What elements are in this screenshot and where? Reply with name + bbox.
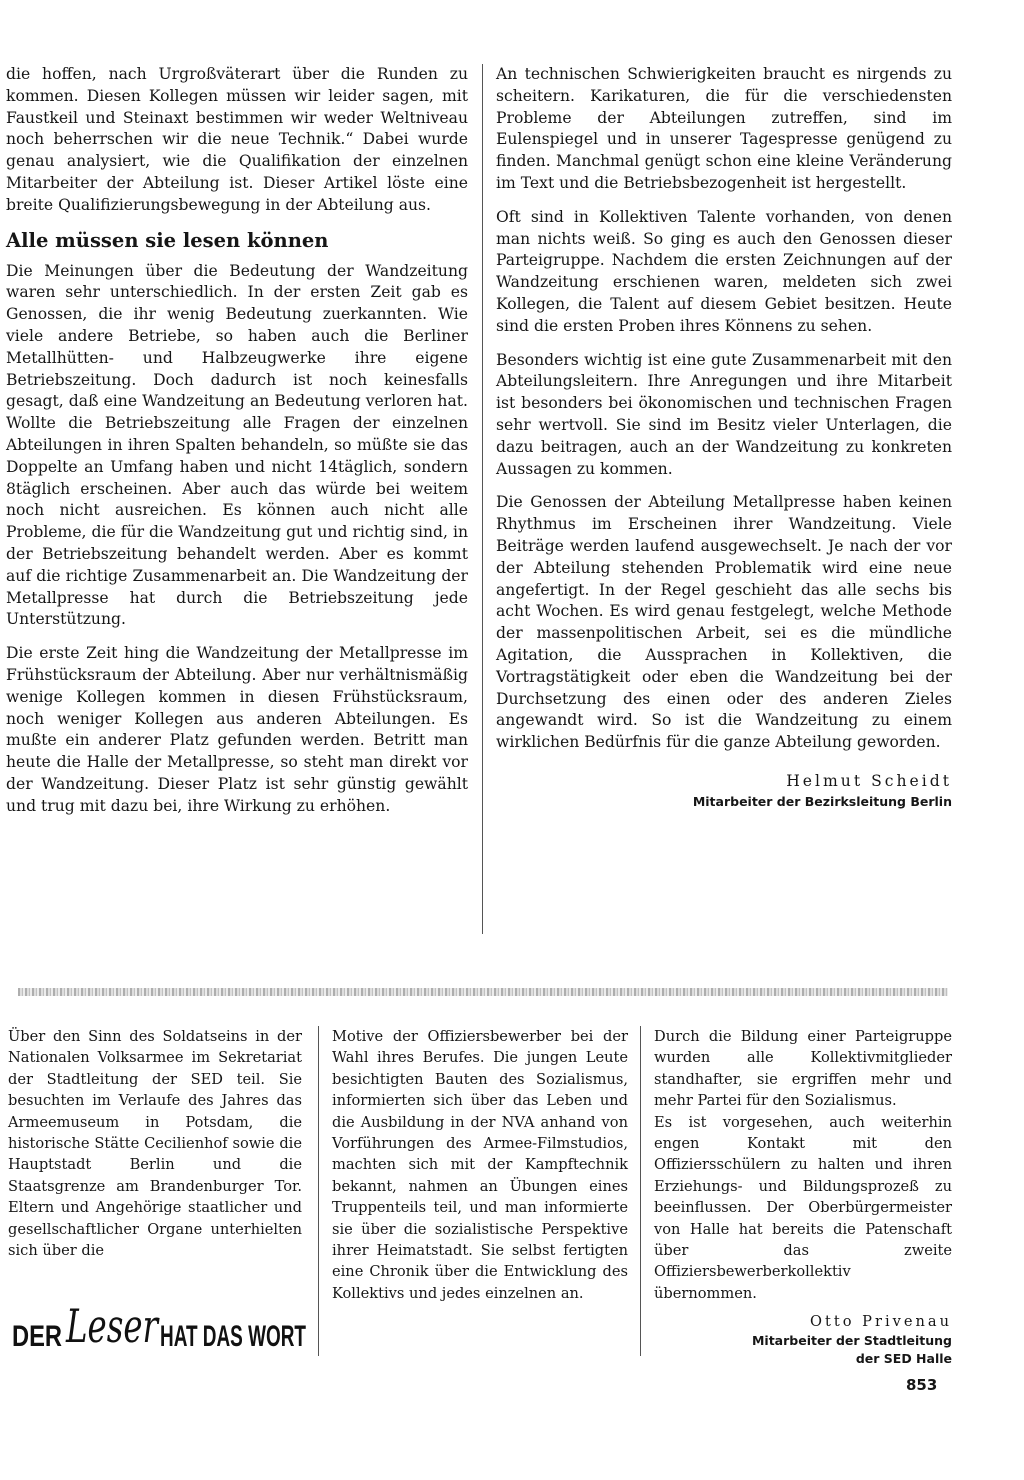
logo-text-hat-das-wort: HAT DAS WORT [160, 1320, 306, 1353]
author-name: Otto Privenau [810, 1313, 952, 1331]
paragraph: Durch die Bildung einer Parteigruppe wurden alle Kollektivmitglieder standhafter, sie ergriffen mehr und mehr Partei für den Sozialismus. [654, 1028, 952, 1110]
lower-middle-column [332, 1026, 628, 1304]
paragraph: Motive der Offiziersbewerber bei der Wahl ihres Berufes. Die jungen Leute besichtigten Bauten des Sozialismus, informierten sich über das Leben und die Ausbildung in der NVA anhand von Vorführungen des Armee-Filmstudios, machten sich mit der Kampftechnik bekannt, nahmen an Übungen eines Truppenteils teil, und man informierte sie über die sozialistische Perspektive ihrer Heimatstadt. Sie selbst fertigten eine Chronik über die Entwicklung des Kollektivs und jedes einzelnen an. [332, 1028, 628, 1302]
page-number: 853 [906, 1376, 938, 1394]
logo-text-leser: Leser [65, 1299, 161, 1353]
author-role: Mitarbeiter der Stadtleitung [751, 1333, 952, 1349]
lower-left-column [8, 1026, 302, 1261]
column-rule [640, 1026, 641, 1356]
author-name: Helmut Scheidt [786, 771, 952, 790]
rubric-logo [10, 1300, 310, 1360]
paragraph: Über den Sinn des Soldatseins in der Nationalen Volksarmee im Sekretariat der Stadtleitung der SED teil. Sie besuchten im Verlaufe des Jahres das Armeemuseum in Potsdam, die historische Stätte Cecilienhof sowie die Hauptstadt Berlin und die Staatsgrenze am Brandenburger Tor. Eltern und Angehörige staatlicher und gesellschaftlicher Organe unterhielten sich über die [8, 1028, 302, 1260]
column-rule [482, 64, 483, 934]
paragraph: Besonders wichtig ist eine gute Zusammenarbeit mit den Abteilungsleitern. Ihre Anregungen und ihre Mitarbeit ist besonders bei ökonomischen und technischen Fragen sehr wertvoll. Sie sind im Besitz vieler Unterlagen, die dazu beitragen, auch an der Wandzeitung zu konkreten Aussagen zu kommen. [496, 350, 952, 478]
section-heading: Alle müssen sie lesen können [6, 228, 329, 252]
paragraph: An technischen Schwierigkeiten braucht es nirgends zu scheitern. Karikaturen, die für die verschiedensten Probleme der Abteilungen zutreffen, sind im Eulenspiegel und in unserer Tagespresse genügend zu finden. Manchmal genügt schon eine kleine Veränderung im Text und die Betriebsbezogenheit ist hergestellt. [496, 65, 952, 192]
paragraph: Es ist vorgesehen, auch weiterhin engen Kontakt mit den Offiziersschülern zu halten und ihren Erziehungs- und Bildungsprozeß zu beeinflussen. Der Oberbürgermeister von Halle hat bereits die Patenschaft über das zweite Offiziersbewerberkollektiv übernommen. [654, 1113, 952, 1302]
paragraph: Die erste Zeit hing die Wandzeitung der Metallpresse im Frühstücksraum der Abteilung. Aber nur verhältnismäßig wenige Kollegen kommen in diesen Frühstücksraum, noch weniger Kollegen aus anderen Abteilungen. Es mußte ein anderer Platz gefunden werden. Betritt man heute die Halle der Metallpresse, so steht man direkt vor der Wandzeitung. Dieser Platz ist sehr günstig gewählt und trug mit dazu bei, ihre Wirkung zu erhöhen. [6, 644, 468, 815]
author-role: Mitarbeiter der Bezirksleitung Berlin [692, 793, 952, 809]
section-divider [18, 988, 948, 996]
paragraph: die hoffen, nach Urgroßväterart über die Runden zu kommen. Diesen Kollegen müssen wir leider sagen, mit Faustkeil und Steinaxt bestimmen wir weder Weltniveau noch beherrschen wir die neue Technik.“ Dabei wurde genau analysiert, wie die Qualifikation der einzelnen Mitarbeiter der Abteilung ist. Dieser Artikel löste eine breite Qualifizierungsbewegung in der Abteilung aus. [6, 65, 468, 214]
lower-right-column [654, 1026, 952, 1368]
paragraph: Die Genossen der Abteilung Metallpresse haben keinen Rhythmus im Erscheinen ihrer Wandzeitung. Viele Beiträge werden laufend ausgewechselt. Je nach der vor der Abteilung stehenden Problematik wird eine neue angefertigt. In der Regel geschieht das alle sechs bis acht Wochen. Es wird genau festgelegt, welche Methode der massenpolitischen Arbeit, sei es die mündliche Agitation, die Aussprachen in Kollektiven, die Vortragstätigkeit oder eben die Wandzeitung bei der Durchsetzung des einen oder des anderen Zieles angewandt wird. So ist die Wandzeitung zu einem wirklichen Bedürfnis für die ganze Abteilung geworden. [496, 493, 952, 752]
paragraph: Die Meinungen über die Bedeutung der Wandzeitung waren sehr unterschiedlich. In der ersten Zeit gab es Genossen, die ihr wenig Bedeutung zuerkannten. Wie viele andere Betriebe, so haben auch die Berliner Metallhütten- und Halbzeugwerke ihre eigene Betriebszeitung. Doch dadurch ist noch keinesfalls gesagt, daß eine Wandzeitung an Bedeutung verloren hat. Wollte die Betriebszeitung alle Fragen der einzelnen Abteilungen in ihren Spalten behandeln, so müßte sie das Doppelte an Umfang haben und nicht 14täglich, sondern 8täglich erscheinen. Aber auch das würde bei weitem noch nicht ausreichen. Es können auch nicht alle Probleme, die für die Wandzeitung gut und richtig sind, in der Betriebszeitung behandelt werden. Aber es kommt auf die richtige Zusammenarbeit an. Die Wandzeitung der Metallpresse hat durch die Betriebszeitung jede Unterstützung. [6, 261, 468, 629]
upper-left-column [6, 64, 468, 818]
author-role-line-2: der SED Halle [855, 1351, 952, 1367]
upper-right-column [496, 64, 952, 812]
column-rule [318, 1026, 319, 1356]
logo-text-der: DER [12, 1320, 63, 1353]
paragraph: Oft sind in Kollektiven Talente vorhanden, von denen man nichts weiß. So ging es auch den Genossen dieser Parteigruppe. Nachdem die ersten Zeichnungen auf der Wandzeitung erschienen waren, meldeten sich zwei Kollegen, die Talent auf diesem Gebiet besitzen. Heute sind die ersten Proben ihres Könnens zu sehen. [496, 207, 952, 335]
